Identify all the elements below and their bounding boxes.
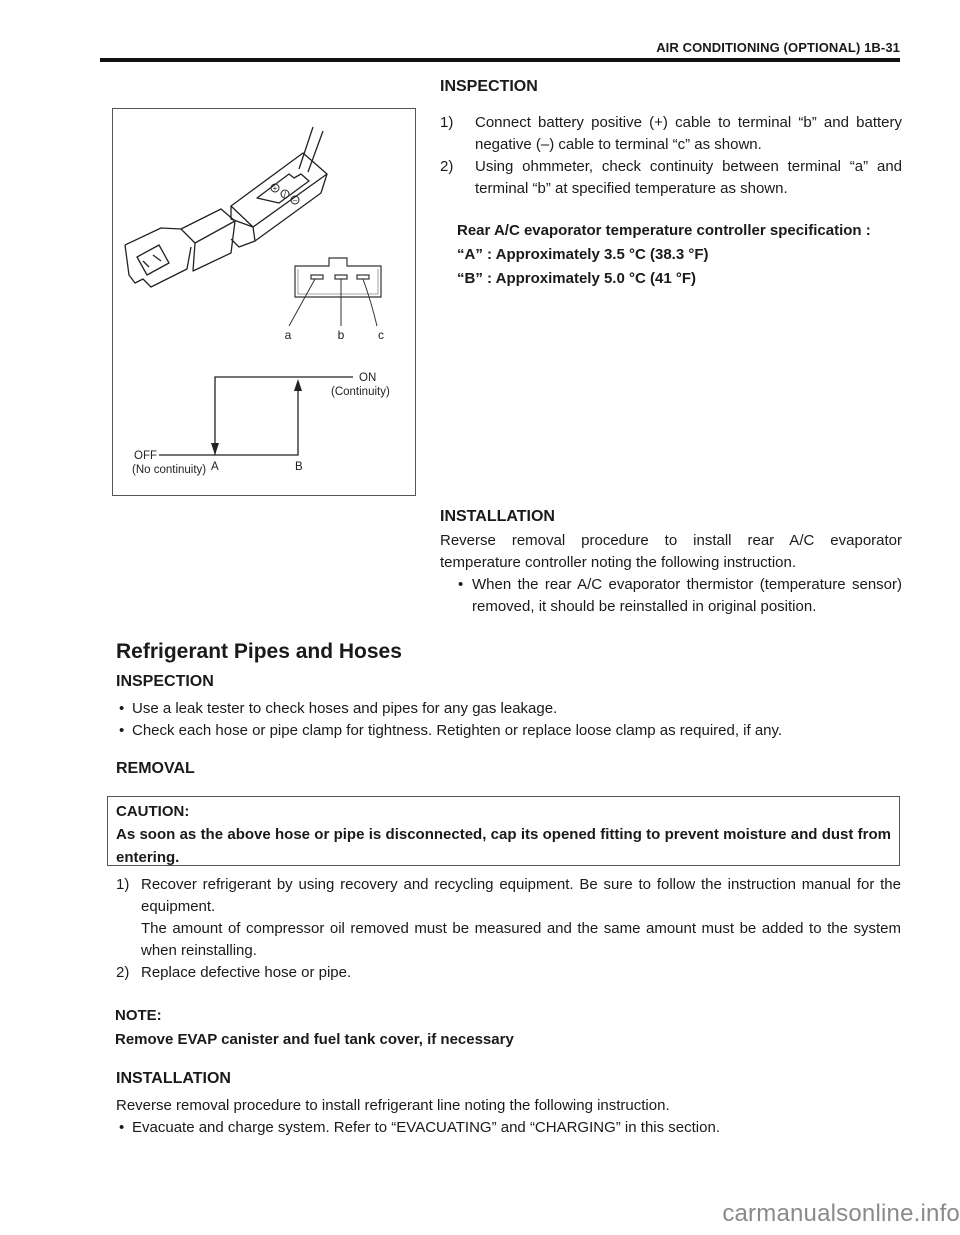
installation-body [440,530,902,618]
specification-block [457,219,907,291]
note-box [115,1004,815,1052]
section-title: Refrigerant Pipes and Hoses [116,640,402,663]
plus-symbol: + [272,184,278,193]
list-item: 2) Using ohmmeter, check continuity between terminal “a” and terminal “b” at specified temperature as shown. [440,158,902,197]
pipes-installation-heading: INSTALLATION [116,1070,231,1087]
list-item: • Use a leak tester to check hoses and pipes for any gas leakage. [116,698,906,720]
header-rule [100,58,900,62]
list-item: 1) Recover refrigerant by using recovery and recycling equipment. Be sure to follow the instruction manual for the equipment. The amount of compressor oil removed must be measured and the same amount must be added to the system when reinstalling. [116,876,901,959]
removal-steps [116,874,901,984]
caution-label: CAUTION: [116,803,190,820]
slash-symbol: / [283,190,287,199]
bullet-icon: • [458,576,464,593]
pipes-inspection-list [116,698,906,742]
minus-symbol: – [292,196,298,205]
terminal-c-label: c [378,328,384,342]
on-sub-label: (Continuity) [331,386,390,398]
note-text: Remove EVAP canister and fuel tank cover, if necessary [115,1031,514,1048]
installation-paragraph: Reverse removal procedure to install rear A/C evaporator temperature controller noting the following instruction. [440,532,902,571]
spec-title: Rear A/C evaporator temperature controller specification : [457,222,871,239]
inspection-heading: INSPECTION [440,78,538,95]
terminal-a-label: a [284,328,292,342]
spec-line-b: “B” : Approximately 5.0 °C (41 °F) [457,270,696,287]
pipes-inspection-heading: INSPECTION [116,673,214,690]
pipes-installation-paragraph: Reverse removal procedure to install refrigerant line noting the following instruction. [116,1097,670,1114]
installation-heading: INSTALLATION [440,508,555,525]
point-a-label: A [211,461,219,473]
bullet-icon: • [119,700,125,717]
caution-text: As soon as the above hose or pipe is disconnected, cap its opened fitting to prevent moisture and dust from entering. [116,826,891,866]
off-label: OFF [134,450,157,462]
point-b-label: B [295,461,303,473]
page-header-title: AIR CONDITIONING (OPTIONAL) 1B-31 [656,40,900,55]
thermostat-figure [112,108,416,496]
bullet-icon: • [119,1119,125,1136]
watermark: carmanualsonline.info [722,1200,960,1227]
list-item: 2) Replace defective hose or pipe. [116,964,352,981]
terminal-b-label: b [337,328,345,342]
list-item: • When the rear A/C evaporator thermistor (temperature sensor) removed, it should be reinstalled in original position. [458,576,902,615]
bullet-icon: • [119,722,125,739]
on-label: ON [359,372,377,384]
removal-heading: REMOVAL [116,760,195,777]
note-label: NOTE: [115,1007,162,1024]
connector-diagram [113,109,415,495]
spec-line-a: “A” : Approximately 3.5 °C (38.3 °F) [457,246,709,263]
list-item: • Check each hose or pipe clamp for tightness. Retighten or replace loose clamp as required, if any. [116,720,906,742]
list-item: • Evacuate and charge system. Refer to “EVACUATING” and “CHARGING” in this section. [116,1117,906,1139]
off-sub-label: (No continuity) [132,464,207,476]
caution-box [107,796,900,866]
inspection-steps [440,112,902,200]
list-item: 1) Connect battery positive (+) cable to terminal “b” and battery negative (–) cable to terminal “c” as shown. [440,114,902,153]
pipes-installation-body [116,1095,906,1139]
